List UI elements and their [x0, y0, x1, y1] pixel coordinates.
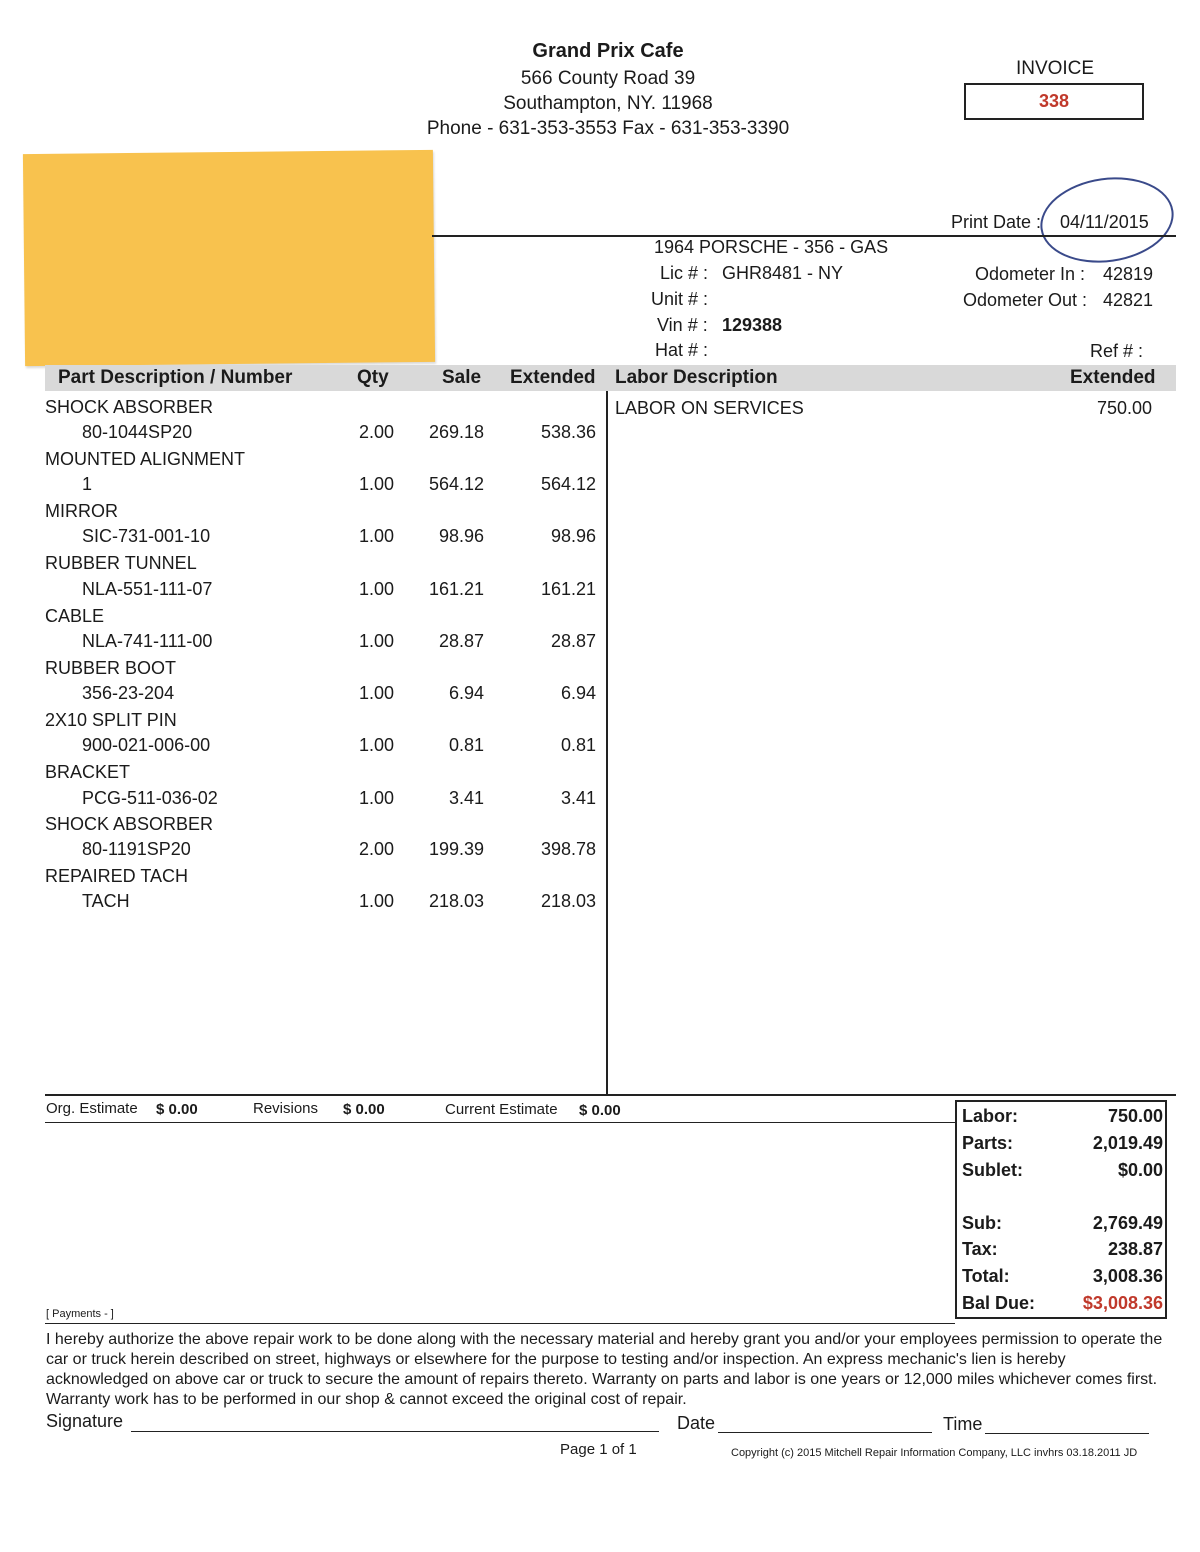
part-sale: 3.41	[448, 788, 484, 808]
lic-value: GHR8481 - NY	[722, 263, 844, 283]
labor-total-label: Labor:	[962, 1106, 1018, 1126]
part-extended: 564.12	[540, 474, 596, 494]
date-line[interactable]	[718, 1432, 932, 1433]
revisions-value: $ 0.00	[343, 1101, 385, 1118]
sticky-note	[23, 150, 435, 366]
part-sale: 161.21	[428, 579, 484, 599]
tax-label: Tax:	[962, 1239, 998, 1259]
invoice-number: 338	[964, 83, 1144, 120]
part-qty: 1.00	[358, 891, 394, 911]
org-estimate-label: Org. Estimate	[46, 1100, 138, 1117]
labor-total-value: 750.00	[1107, 1106, 1163, 1126]
part-description: RUBBER BOOT	[45, 658, 177, 678]
copyright: Copyright (c) 2015 Mitchell Repair Information Company, LLC invhrs 03.18.2011 JD	[731, 1447, 1138, 1459]
labor-description: LABOR ON SERVICES	[615, 398, 804, 418]
part-description: MIRROR	[45, 501, 118, 521]
part-extended: 6.94	[560, 683, 596, 703]
part-number: 1	[82, 474, 93, 494]
business-address-1: 566 County Road 39	[520, 68, 696, 89]
part-number: TACH	[82, 891, 130, 911]
part-extended: 0.81	[560, 735, 596, 755]
column-header-band	[45, 365, 1176, 391]
part-description: CABLE	[45, 606, 105, 626]
col-extended: Extended	[510, 367, 596, 388]
col-labor-extended: Extended	[1070, 367, 1156, 388]
date-label: Date	[677, 1413, 716, 1433]
part-description: REPAIRED TACH	[45, 866, 189, 886]
lic-label: Lic # :	[660, 263, 709, 283]
page-number: Page 1 of 1	[560, 1441, 637, 1458]
part-description: 2X10 SPLIT PIN	[45, 710, 177, 730]
part-number: 900-021-006-00	[82, 735, 211, 755]
total-value: 3,008.36	[1092, 1266, 1163, 1286]
part-number: PCG-511-036-02	[82, 788, 218, 808]
time-label: Time	[943, 1414, 983, 1434]
column-divider	[606, 391, 608, 1094]
revisions-label: Revisions	[253, 1100, 319, 1117]
parts-total-value: 2,019.49	[1092, 1133, 1163, 1153]
part-number: NLA-741-111-00	[82, 631, 213, 651]
ref-label: Ref # :	[1090, 341, 1144, 361]
print-date-label: Print Date :	[951, 212, 1042, 232]
current-estimate-value: $ 0.00	[579, 1102, 621, 1119]
signature-line[interactable]	[131, 1431, 659, 1432]
vehicle-description: 1964 PORSCHE - 356 - GAS	[654, 237, 889, 257]
col-qty: Qty	[357, 367, 389, 388]
estimates-top-rule	[45, 1094, 1176, 1096]
part-description: BRACKET	[45, 762, 131, 782]
part-qty: 2.00	[358, 422, 394, 442]
parts-total-label: Parts:	[962, 1133, 1014, 1153]
estimates-bottom-rule	[45, 1122, 955, 1123]
subtotal-label: Sub:	[962, 1213, 1002, 1233]
odometer-out-label: Odometer Out :	[963, 290, 1088, 310]
part-sale: 0.81	[448, 735, 484, 755]
part-description: MOUNTED ALIGNMENT	[45, 449, 246, 469]
part-qty: 1.00	[358, 526, 394, 546]
col-sale: Sale	[442, 367, 482, 388]
sublet-label: Sublet:	[962, 1160, 1023, 1180]
payments-rule	[45, 1323, 955, 1324]
part-sale: 564.12	[428, 474, 484, 494]
part-number: SIC-731-001-10	[82, 526, 211, 546]
current-estimate-label: Current Estimate	[445, 1101, 558, 1118]
time-line[interactable]	[985, 1433, 1149, 1434]
part-description: RUBBER TUNNEL	[45, 553, 197, 573]
balance-due-label: Bal Due:	[962, 1293, 1036, 1313]
part-qty: 1.00	[358, 683, 394, 703]
odometer-in-label: Odometer In :	[975, 264, 1086, 284]
part-extended: 398.78	[540, 839, 596, 859]
col-part-description: Part Description / Number	[58, 367, 293, 388]
payments-label: [ Payments - ]	[46, 1308, 114, 1320]
tax-value: 238.87	[1107, 1239, 1163, 1259]
unit-label: Unit # :	[651, 289, 709, 309]
odometer-out-value: 42821	[1103, 290, 1154, 310]
part-extended: 161.21	[540, 579, 596, 599]
authorization-text: I hereby authorize the above repair work to be done along with the necessary material and hereby grant you and/or your employees permission to operate the car or truck herein described on street, highways or elsewhere for the purpose to testing and/or inspection. An express mechanic's lien is hereby acknowledged on above car or truck to secure the amount of repairs thereto. Warranty on parts and labor is one years or 12,000 miles whichever comes first. Warranty work has to be performed in our shop & cannot exceed the original cost of repair.	[46, 1331, 1163, 1408]
balance-due-value: $3,008.36	[1082, 1293, 1163, 1313]
part-qty: 1.00	[358, 788, 394, 808]
totals-box	[955, 1100, 1167, 1319]
part-number: 80-1191SP20	[82, 839, 191, 859]
vin-value: 129388	[722, 315, 783, 335]
print-date-value: 04/11/2015	[1060, 212, 1149, 232]
part-extended: 98.96	[550, 526, 596, 546]
part-sale: 6.94	[448, 683, 484, 703]
part-qty: 1.00	[358, 579, 394, 599]
business-address-2: Southampton, NY. 11968	[503, 93, 713, 114]
org-estimate-value: $ 0.00	[156, 1101, 198, 1118]
part-extended: 218.03	[540, 891, 596, 911]
part-number: NLA-551-111-07	[82, 579, 213, 599]
part-qty: 1.00	[358, 735, 394, 755]
sublet-value: $0.00	[1117, 1160, 1163, 1180]
business-contact: Phone - 631-353-3553 Fax - 631-353-3390	[426, 118, 790, 139]
labor-extended: 750.00	[1096, 398, 1152, 418]
part-description: SHOCK ABSORBER	[45, 397, 214, 417]
invoice-label: INVOICE	[1015, 58, 1095, 79]
part-description: SHOCK ABSORBER	[45, 814, 214, 834]
part-qty: 1.00	[358, 631, 394, 651]
part-extended: 3.41	[560, 788, 596, 808]
part-sale: 269.18	[428, 422, 484, 442]
part-number: 356-23-204	[82, 683, 175, 703]
total-label: Total:	[962, 1266, 1010, 1286]
col-labor-description: Labor Description	[615, 367, 778, 388]
part-number: 80-1044SP20	[82, 422, 193, 442]
vin-label: Vin # :	[657, 315, 708, 335]
part-sale: 98.96	[438, 526, 484, 546]
subtotal-value: 2,769.49	[1092, 1213, 1163, 1233]
part-sale: 199.39	[428, 839, 484, 859]
business-name: Grand Prix Cafe	[532, 40, 684, 62]
part-sale: 218.03	[428, 891, 484, 911]
part-qty: 1.00	[358, 474, 394, 494]
part-qty: 2.00	[358, 839, 394, 859]
part-sale: 28.87	[438, 631, 484, 651]
part-extended: 538.36	[540, 422, 596, 442]
odometer-in-value: 42819	[1103, 264, 1154, 284]
part-extended: 28.87	[550, 631, 596, 651]
hat-label: Hat # :	[655, 340, 709, 360]
signature-label: Signature	[46, 1411, 124, 1431]
